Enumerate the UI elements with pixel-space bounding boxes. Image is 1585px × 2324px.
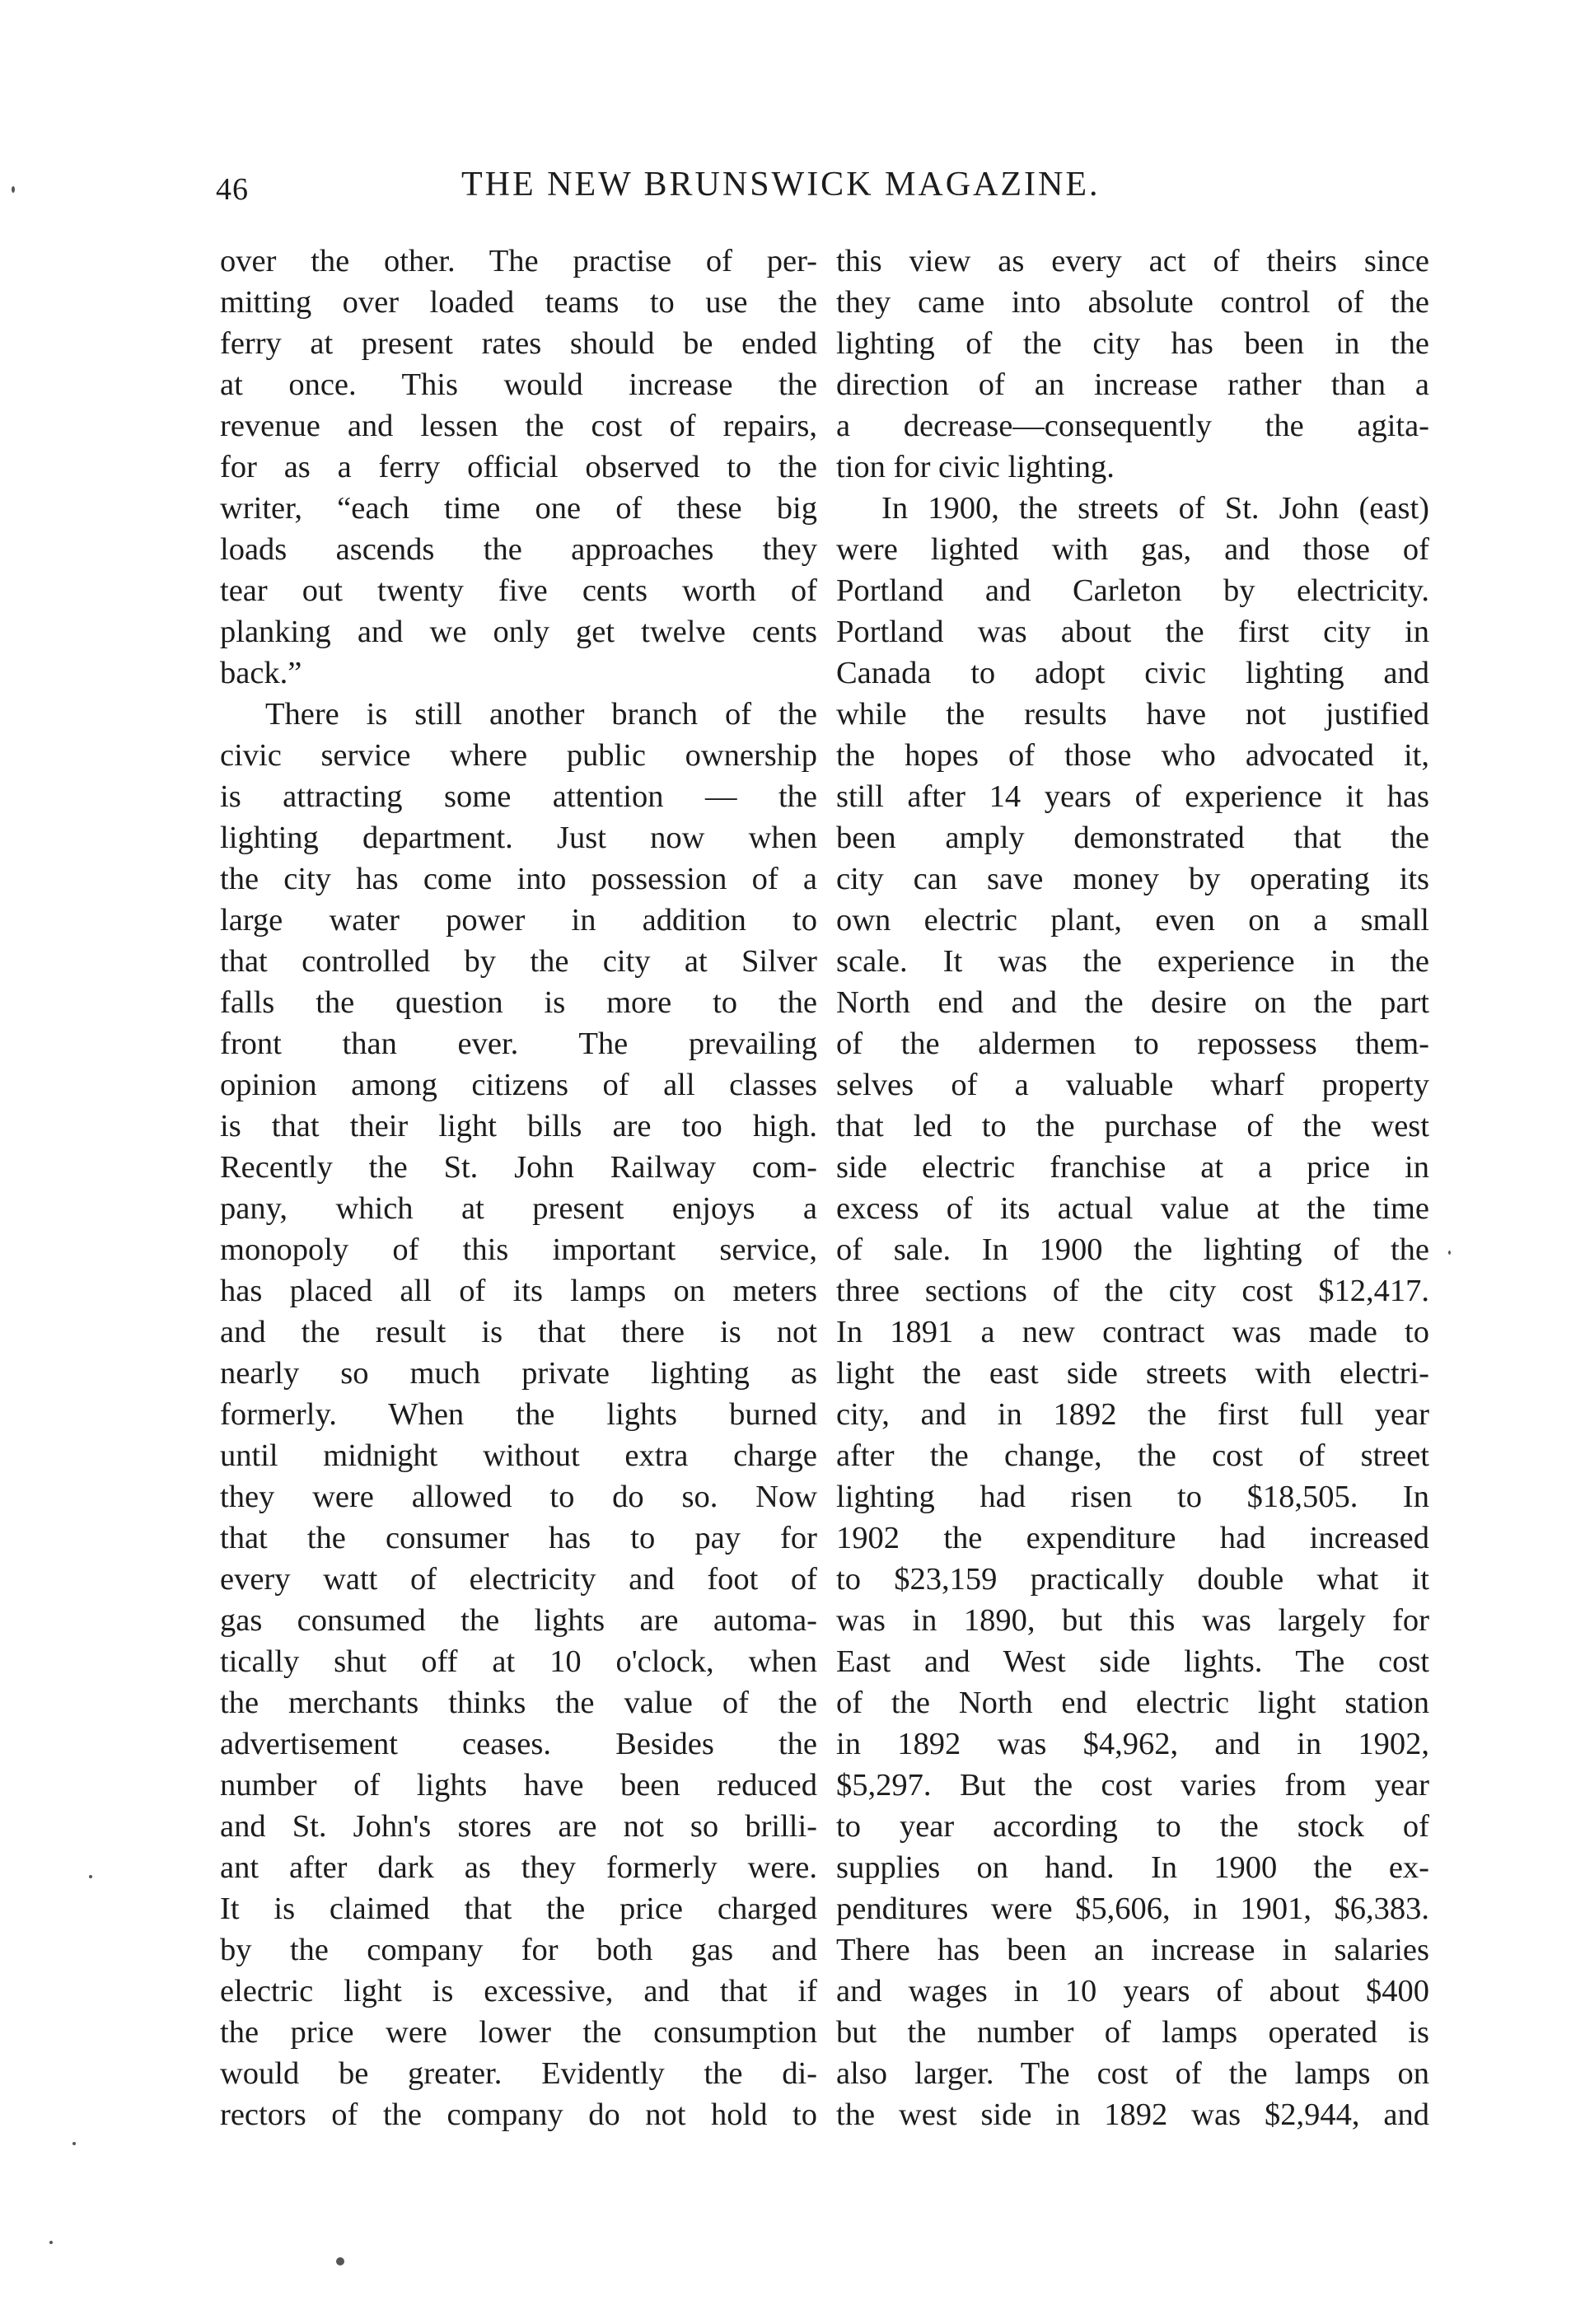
text-line: rectors of the company do not hold to	[220, 2097, 817, 2132]
text-line: gas consumed the lights are automa-	[220, 1603, 817, 1638]
text-line: loads ascends the approaches they	[220, 532, 817, 567]
print-speck	[336, 2257, 344, 2266]
text-line: tically shut off at 10 o'clock, when	[220, 1644, 817, 1679]
text-line: until midnight without extra charge	[220, 1438, 817, 1473]
text-line: revenue and lessen the cost of repairs,	[220, 409, 817, 443]
print-speck	[49, 2241, 53, 2244]
text-line: 1902 the expenditure had increased	[836, 1521, 1429, 1555]
text-line: front than ever. The prevailing	[220, 1026, 817, 1061]
page-number: 46	[216, 172, 249, 207]
text-line: after the change, the cost of street	[836, 1438, 1429, 1473]
text-line: side electric franchise at a price in	[836, 1150, 1429, 1185]
text-line: excess of its actual value at the time	[836, 1191, 1429, 1226]
text-line: own electric plant, even on a small	[836, 903, 1429, 938]
text-line: Canada to adopt civic lighting and	[836, 656, 1429, 690]
text-line: civic service where public ownership	[220, 738, 817, 773]
text-line: pany, which at present enjoys a	[220, 1191, 817, 1226]
text-line: back.”	[220, 656, 302, 690]
text-line: and the result is that there is not	[220, 1315, 817, 1349]
text-line: lighting of the city has been in the	[836, 326, 1429, 361]
text-line: tion for civic lighting.	[836, 450, 1115, 484]
text-line: a decrease—consequently the agita-	[836, 409, 1429, 443]
text-line: scale. It was the experience in the	[836, 944, 1429, 979]
text-line: city can save money by operating its	[836, 862, 1429, 896]
text-line: opinion among citizens of all classes	[220, 1068, 817, 1102]
print-speck	[1448, 1251, 1451, 1255]
left-text-column	[220, 241, 817, 2135]
text-line: It is claimed that the price charged	[220, 1891, 817, 1926]
text-line: every watt of electricity and foot of	[220, 1562, 817, 1597]
text-line: North end and the desire on the part	[836, 985, 1429, 1020]
text-line: tear out twenty five cents worth of	[220, 573, 817, 608]
text-line: were lighted with gas, and those of	[836, 532, 1429, 567]
text-line: $5,297. But the cost varies from year	[836, 1768, 1429, 1803]
text-line: lighting had risen to $18,505. In	[836, 1480, 1429, 1514]
text-line: number of lights have been reduced	[220, 1768, 817, 1803]
running-title: THE NEW BRUNSWICK MAGAZINE.	[461, 166, 1101, 203]
text-line: In 1900, the streets of St. John (east)	[881, 491, 1429, 526]
text-line: in 1892 was $4,962, and in 1902,	[836, 1727, 1429, 1761]
text-line: light the east side streets with electri-	[836, 1356, 1429, 1391]
text-line: formerly. When the lights burned	[220, 1397, 817, 1432]
text-line: been amply demonstrated that the	[836, 821, 1429, 855]
text-line: Recently the St. John Railway com-	[220, 1150, 817, 1185]
text-line: the west side in 1892 was $2,944, and	[836, 2097, 1429, 2132]
text-line: has placed all of its lamps on meters	[220, 1274, 817, 1308]
text-line: but the number of lamps operated is	[836, 2015, 1429, 2050]
text-line: of the aldermen to repossess them-	[836, 1026, 1429, 1061]
text-line: the price were lower the consumption	[220, 2015, 817, 2050]
text-line: is that their light bills are too high.	[220, 1109, 817, 1143]
text-line: electric light is excessive, and that if	[220, 1974, 817, 2008]
text-line: advertisement ceases. Besides the	[220, 1727, 817, 1761]
text-line: ant after dark as they formerly were.	[220, 1850, 817, 1885]
text-line: is attracting some attention — the	[220, 779, 817, 814]
print-speck	[72, 2142, 76, 2145]
text-line: writer, “each time one of these big	[220, 491, 817, 526]
text-line: Portland and Carleton by electricity.	[836, 573, 1429, 608]
text-line: three sections of the city cost $12,417.	[836, 1274, 1429, 1308]
text-line: and wages in 10 years of about $400	[836, 1974, 1429, 2008]
text-line: city, and in 1892 the first full year	[836, 1397, 1429, 1432]
text-line: of sale. In 1900 the lighting of the	[836, 1232, 1429, 1267]
text-line: was in 1890, but this was largely for	[836, 1603, 1429, 1638]
text-line: There is still another branch of the	[265, 697, 817, 732]
text-line: over the other. The practise of per-	[220, 244, 817, 278]
text-line: selves of a valuable wharf property	[836, 1068, 1429, 1102]
text-line: still after 14 years of experience it has	[836, 779, 1429, 814]
text-line: would be greater. Evidently the di-	[220, 2056, 817, 2091]
text-line: to $23,159 practically double what it	[836, 1562, 1429, 1597]
text-line: this view as every act of theirs since	[836, 244, 1429, 278]
text-line: planking and we only get twelve cents	[220, 615, 817, 649]
text-line: mitting over loaded teams to use the	[220, 285, 817, 320]
text-line: that controlled by the city at Silver	[220, 944, 817, 979]
text-line: There has been an increase in salaries	[836, 1933, 1429, 1967]
text-line: monopoly of this important service,	[220, 1232, 817, 1267]
print-speck	[12, 186, 15, 193]
text-line: that led to the purchase of the west	[836, 1109, 1429, 1143]
text-line: to year according to the stock of	[836, 1809, 1429, 1844]
text-line: In 1891 a new contract was made to	[836, 1315, 1429, 1349]
text-line: they came into absolute control of the	[836, 285, 1429, 320]
text-line: the hopes of those who advocated it,	[836, 738, 1429, 773]
text-line: nearly so much private lighting as	[220, 1356, 817, 1391]
text-line: the city has come into possession of a	[220, 862, 817, 896]
text-line: large water power in addition to	[220, 903, 817, 938]
text-line: supplies on hand. In 1900 the ex-	[836, 1850, 1429, 1885]
text-line: while the results have not justified	[836, 697, 1429, 732]
text-line: Portland was about the first city in	[836, 615, 1429, 649]
text-line: falls the question is more to the	[220, 985, 817, 1020]
text-line: by the company for both gas and	[220, 1933, 817, 1967]
text-line: the merchants thinks the value of the	[220, 1686, 817, 1720]
text-line: they were allowed to do so. Now	[220, 1480, 817, 1514]
text-line: direction of an increase rather than a	[836, 367, 1429, 402]
text-line: penditures were $5,606, in 1901, $6,383.	[836, 1891, 1429, 1926]
text-line: that the consumer has to pay for	[220, 1521, 817, 1555]
text-line: of the North end electric light station	[836, 1686, 1429, 1720]
text-line: lighting department. Just now when	[220, 821, 817, 855]
text-line: at once. This would increase the	[220, 367, 817, 402]
text-line: and St. John's stores are not so brilli-	[220, 1809, 817, 1844]
text-line: for as a ferry official observed to the	[220, 450, 817, 484]
text-line: ferry at present rates should be ended	[220, 326, 817, 361]
text-line: East and West side lights. The cost	[836, 1644, 1429, 1679]
print-speck	[89, 1875, 92, 1878]
right-text-column	[836, 241, 1429, 2135]
text-line: also larger. The cost of the lamps on	[836, 2056, 1429, 2091]
